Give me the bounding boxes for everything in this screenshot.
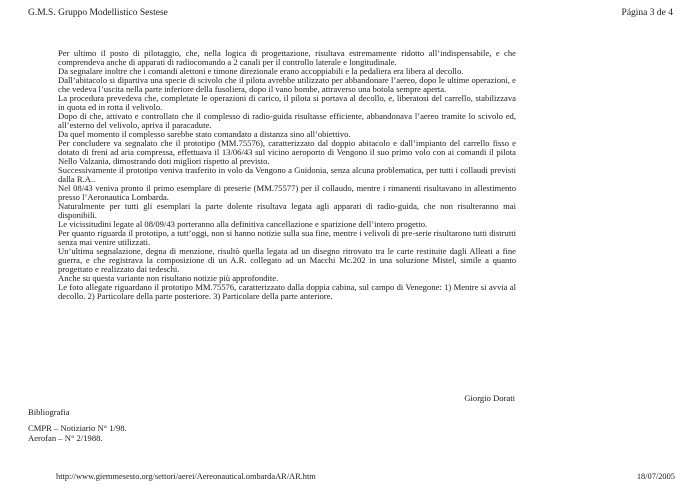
paragraph: Per ultimo il posto di pilotaggio, che, nella logica di progettazione, risultava estremamente ridotto all’indispensabile, e che comprendeva anche di apparati di radiocomando a 2 canali per il controllo laterale e longitudinale. [58, 48, 516, 67]
footer-date: 18/07/2005 [636, 472, 675, 481]
paragraph: Da segnalare inoltre che i comandi alettoni e timone direzionale erano accoppiabili e la pedaliera era libera al decollo. [58, 66, 464, 76]
paragraph: Le foto allegate riguardano il prototipo MM.75576, caratterizzato dalla doppia cabina, sul campo di Venegone: 1) Mentre si avvia al decollo. 2) Particolare della parte posteriore. 3) Particolare della parte anteriore. [58, 282, 516, 301]
article-body [58, 49, 516, 301]
paragraph: La procedura prevedeva che, completate le operazioni di carico, il pilota si portava al decollo, e, liberatosi del carrello, stabilizzava in quota ed in rotta il velivolo. [58, 93, 516, 112]
paragraph: Anche su questa variante non risultano notizie più approfondite. [58, 273, 279, 283]
footer-url: http://www.giemmesesto.org/settori/aerei/Aereonautical.ombardaAR/AR.htm [56, 472, 316, 481]
author-signature: Giorgio Dorati [464, 393, 515, 403]
paragraph: Dall’abitacolo si dipartiva una specie di scivolo che il pilota avrebbe utilizzato per abbandonare l’aereo, dopo le ultime operazioni, e che vedeva l’uscita nella parte inferiore della fusoliera, dopo il vano bombe, attraverso una botola sempre aperta. [58, 75, 516, 94]
paragraph: Le vicissitudini legate al 08/09/43 porteranno alla definitiva cancellazione e sparizione dell’intero progetto. [58, 219, 428, 229]
paragraph: Per quanto riguarda il prototipo, a tutt’oggi, non si hanno notizie sulla sua fine, mentre i velivoli di pre-serie risultarono tutti distrutti senza mai venire utilizzati. [58, 228, 516, 247]
paragraph: Un’ultima segnalazione, degna di menzione, risultò quella legata ad un disegno ritrovato tra le carte restituite dagli Alleati a fine guerra, e che registrava la composizione di un A.R. collegato ad un Macchi Mc.202 in una soluzione Mistel, simile a quanto progettato e realizzato dai tedeschi. [58, 246, 516, 274]
bibliography-item: CMPR – Notiziario N° 1/98. [28, 423, 127, 433]
paragraph: Successivamente il prototipo veniva trasferito in volo da Vengono a Guidonia, senza alcuna problematica, per tutti i collaudi previsti dalla R.A.. [58, 165, 516, 184]
paragraph: Dopo di che, attivato e controllato che il complesso di radio-guida risultasse efficiente, abbandonava l’aereo tramite lo scivolo ed, all’esterno del velivolo, apriva il paracadute. [58, 111, 516, 130]
paragraph: Nel 08/43 veniva pronto il primo esemplare di preserie (MM.75577) per il collaudo, mentre i rimanenti risultavano in allestimento presso l’Aeronautica Lombarda. [58, 183, 516, 202]
paragraph: Per concludere va segnalato che il prototipo (MM.75576), caratterizzato dal doppio abitacolo e dall’impianto del carrello fisso e dotato di freni ad aria compressa, effettuava il 13/06/43 sul vicino aeroporto di Vengono il suo primo volo con ai comandi il pilota Nello Valzania, dimostrando doti migliori rispetto al previsto. [58, 138, 516, 166]
paragraph: Naturalmente per tutti gli esemplari la parte dolente risultava legata agli apparati di radio-guida, che non risulteranno mai disponibili. [58, 201, 516, 220]
header-page-number: Página 3 de 4 [621, 8, 673, 18]
bibliography-title: Bibliografia [28, 407, 70, 417]
bibliography-item: Aerofan – N° 2/1988. [28, 433, 103, 443]
paragraph: Da quel momento il complesso sarebbe stato comandato a distanza sino all’obiettivo. [58, 129, 351, 139]
header-site-name: G.M.S. Gruppo Modellistico Sestese [28, 8, 168, 18]
